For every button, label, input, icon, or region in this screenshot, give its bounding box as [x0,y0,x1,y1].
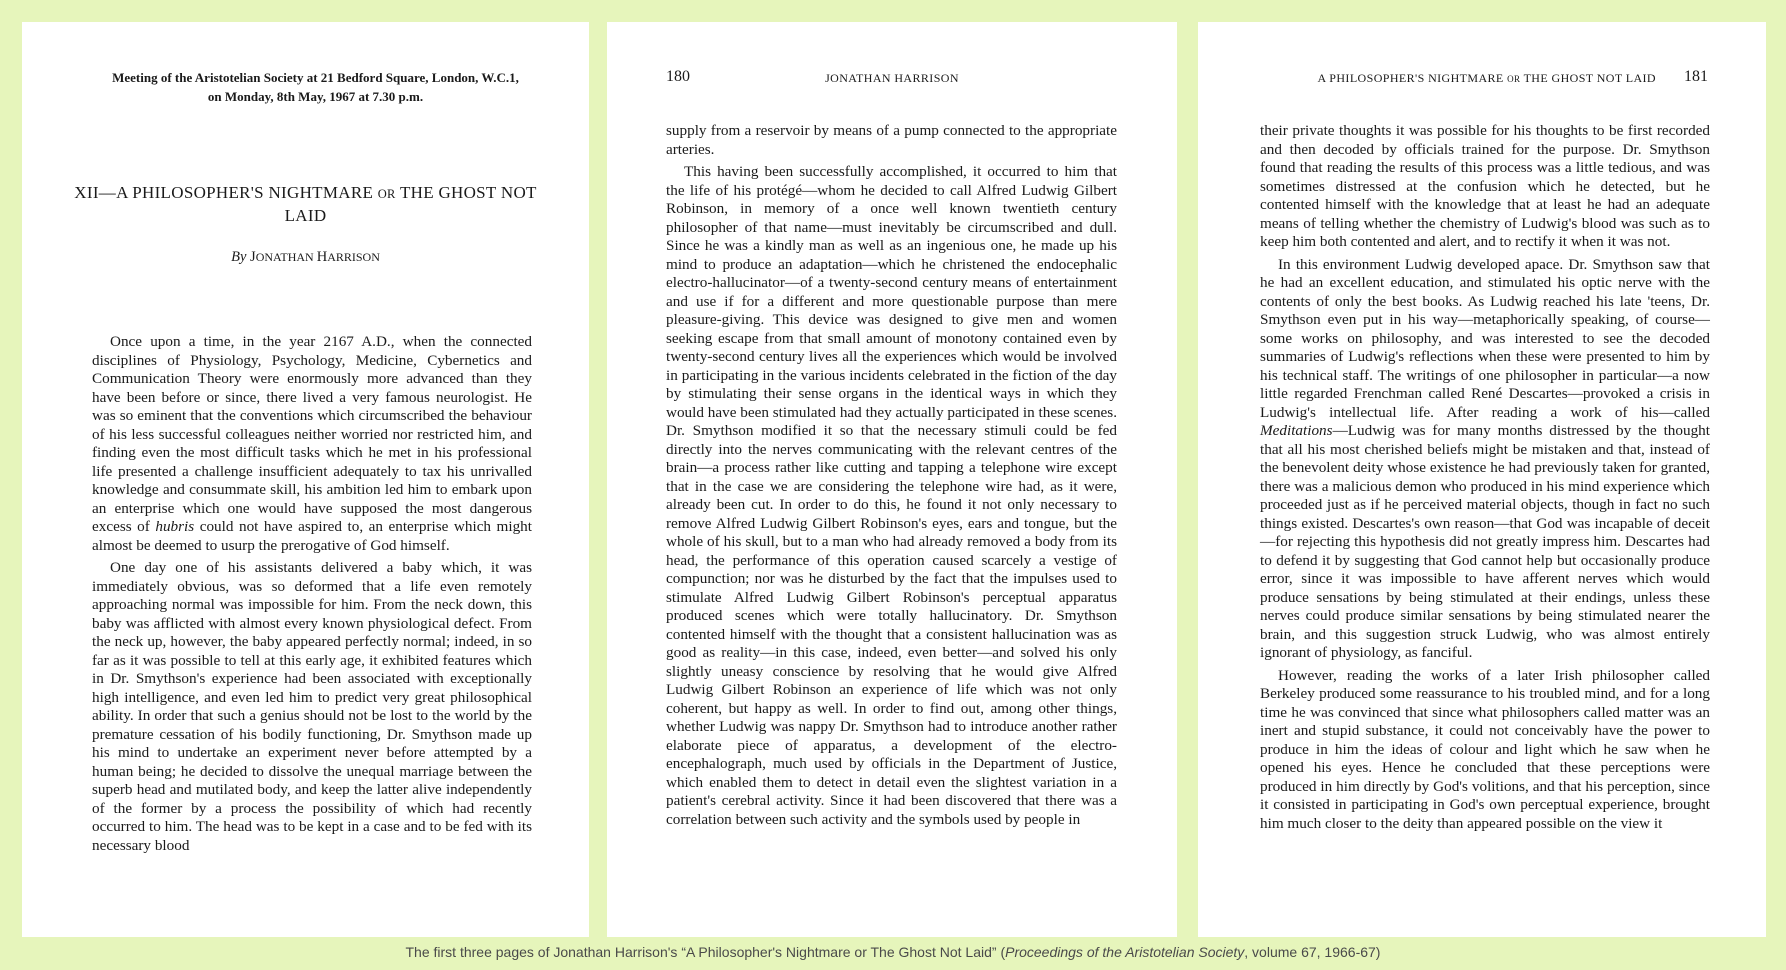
page-3 [1198,22,1766,937]
running-title-or: OR [1507,74,1521,84]
author-rest-2: ARRISON [327,250,380,264]
title-prefix: XII—A PHILOSOPHER'S NIGHTMARE [74,183,374,202]
page-number: 181 [1684,68,1708,85]
running-title [1317,71,1656,86]
paragraph: supply from a reservoir by means of a pump connected to the appropriate arteries. [666,122,1117,158]
caption-journal: Proceedings of the Aristotelian Society [1005,944,1245,960]
meeting-line-2: on Monday, 8th May, 1967 at 7.30 p.m. [207,89,424,104]
page-3-body [1260,122,1710,837]
caption-text: The first three pages of Jonathan Harrison's “A Philosopher's Nightmare or The Ghost Not Laid” ( [405,944,1006,960]
caption-text: , volume 67, 1966-67) [1244,944,1381,960]
paragraph-text: could not have aspired to, an enterprise which might almost be deemed to usurp the prerogative of God himself. [92,518,532,554]
page-1 [22,22,589,937]
paragraph: their private thoughts it was possible for his thoughts to be first recorded and then decoded by officials trained for the purpose. Dr. Smythson found that reading the results of this process was a little tedious, and was sometimes distressed at the confusion which he detected, but he contented himself with the knowledge that at least he had an adequate means of telling whether the chemistry of Ludwig's blood was such as to keep him both contented and alert, and to rectify it when it was not. [1260,122,1710,250]
running-title-b: THE GHOST NOT LAID [1523,71,1656,85]
page-1-body [92,333,532,859]
author-initial: J [250,249,256,265]
image-caption [0,944,1786,960]
author-name [250,249,380,265]
page-2 [607,22,1177,937]
title-or: OR [377,187,396,201]
page-2-body [666,122,1117,833]
byline-by: By [231,249,247,265]
author-initial-2: H [316,249,328,265]
paragraph: However, reading the works of a later Irish philosopher called Berkeley produced some reassurance to his troubled mind, and for a long time he was convinced that since what philosophers called matter was an inert and stupid substance, it could not conceivably have the power to produce in him the ideas of colour and light which he saw when he opened his eyes. Hence he concluded that these perceptions were produced in him directly by God's volitions, and that his perception, since it consisted in participating in God's own perceptual experience, brought him much closer to the deity than appeared possible on the view it [1260,666,1710,832]
running-title: JONATHAN HARRISON [825,71,959,85]
italic-term: hubris [155,518,195,535]
italic-term: Meditations [1260,422,1333,439]
running-title-a: A PHILOSOPHER'S NIGHTMARE [1317,71,1504,85]
article-title [62,182,549,227]
paragraph: One day one of his assistants delivered a baby which, it was immediately obvious, was so deformed that a life even remotely approaching normal was impossible for him. From the neck down, this baby was afflicted with almost every known physiological defect. From the neck up, however, the baby appeared perfectly normal; indeed, in so far as it was possible to tell at this early age, it exhibited features which in Dr. Smythson's experience had been associated with exceptionally high intelligence, and even led him to predict very great philosophical ability. In order that such a genius should not be lost to the world by the premature cessation of his bodily functioning, Dr. Smythson made up his mind to undertake an experiment never before attempted by a human being; he decided to dissolve the unequal marriage between the superb head and mutilated body, and keep the latter alive independently of the former by a process the possibility of which had recently occurred to him. The head was to be kept in a case and to be fed with its necessary blood [92,559,532,854]
meeting-notice [82,68,549,106]
paragraph-text: —Ludwig was for many months distressed by the thought that all his most cherished beliefs might be mistaken and that, instead of the benevolent deity whose existence he had previously taken for granted, there was a malicious demon who produced in his mind experience which proceeded just as if he perceived material objects, though in fact no such things existed. Descartes's own reason—that God was incapable of deceit—for rejecting this hypothesis did not greatly impress him. Descartes had to defend it by suggesting that God cannot help but occasionally produce error, since it was impossible to have afferent nerves which would produce sensations by being stimulated at their endings, unless these nerves could produce similar sensations by being stimulated nearer the brain, and this suggestion struck Ludwig, who was almost entirely ignorant of physiology, as fanciful. [1260,422,1710,661]
paragraph-text: In this environment Ludwig developed apace. Dr. Smythson saw that he had an excellent education, and stimulated his optic nerve with the contents of only the best books. As Ludwig reached his late 'teens, Dr. Smythson even put in his way—metaphorically speaking, of course—some works on philosophy, and was interested to see the decoded summaries of Ludwig's reflections when these were presented to him by his technical staff. The writings of one philosopher in particular—a now little regarded Frenchman called René Descartes—provoked a crisis in Ludwig's intellectual life. After reading a work of his—called [1260,255,1710,421]
paragraph: This having been successfully accomplished, it occurred to him that the life of his protégé—whom he decided to call Alfred Ludwig Gilbert Robinson, in memory of a once well known twentieth century philosopher of that name—must inevitably be circumscribed and dull. Since he was a kindly man as well as an ingenious one, he made up his mind to produce an adaptation—which he christened the endocephalic electro-hallucinator—of a twenty-second century means of entertainment and use if for a different and more questionable purpose than mere pleasure-giving. This device was designed to give men and women seeking escape from that small amount of monotony contained even by twenty-second century lives all the experiences which would be involved in participating in the various incidents celebrated in the fiction of the day by stimulating their sense organs in the identical ways in which they would have been stimulated had they actually participated in these scenes. Dr. Smythson modified it so that the necessary stimuli could be fed directly into the nerves communicating with the relevant centres of the brain—a process rather like cutting and tapping a telephone wire except that in the case we are considering the telephone wire had, as it were, already been cut. In order to do this, he found it not only necessary to remove Alfred Ludwig Gilbert Robinson's eyes, ears and tongue, but the whole of his skull, but to a man who had already removed a body from its head, the performance of this operation caused scarcely a vestige of compunction; nor was he disturbed by the fact that the impulses used to stimulate Alfred Ludwig Gilbert Robinson's perceptual apparatus produced scenes which were totally hallucinatory. Dr. Smythson contented himself with the thought that a consistent hallucination was as good as reality—in this case, indeed, even better—and solved his only slightly uneasy conscience by resolving that he would give Alfred Ludwig Gilbert Robinson an experience of life which was not only coherent, but happy as well. In order to find out, among other things, whether Ludwig was nappy Dr. Smythson had to introduce another rather elaborate piece of apparatus, a development of the electro-encephalograph, much used by officials in the Department of Justice, which enabled them to detect in detail even the slightest variation in a patient's cerebral activity. Since it had been discovered that there was a correlation between such activity and the symbols used by people in [666,163,1117,828]
running-head [607,68,1177,92]
paragraph-text: Once upon a time, in the year 2167 A.D., when the connected disciplines of Physiology, Psychology, Medicine, Cybernetics and Communication Theory were enormously more advanced than they have been before or since, there lived a very famous neurologist. He was so eminent that the conventions which circumscribed the behaviour of his less successful colleagues neither worried nor restricted him, and finding even the most difficult tasks which he met in his professional life presented a challenge insufficient adequately to tax his unrivalled knowledge and consummate skill, his ambition led him to embark upon an enterprise which one would have supposed the most dangerous excess of [92,333,532,535]
page-number: 180 [666,68,690,85]
paragraph [1260,256,1710,663]
paragraph [92,333,532,555]
byline [62,249,549,266]
running-head [1198,68,1766,92]
meeting-line-1: Meeting of the Aristotelian Society at 21 Bedford Square, London, W.C.1, [112,70,519,85]
author-rest: ONATHAN [255,250,317,264]
title-suffix: THE GHOST NOT LAID [284,183,537,225]
